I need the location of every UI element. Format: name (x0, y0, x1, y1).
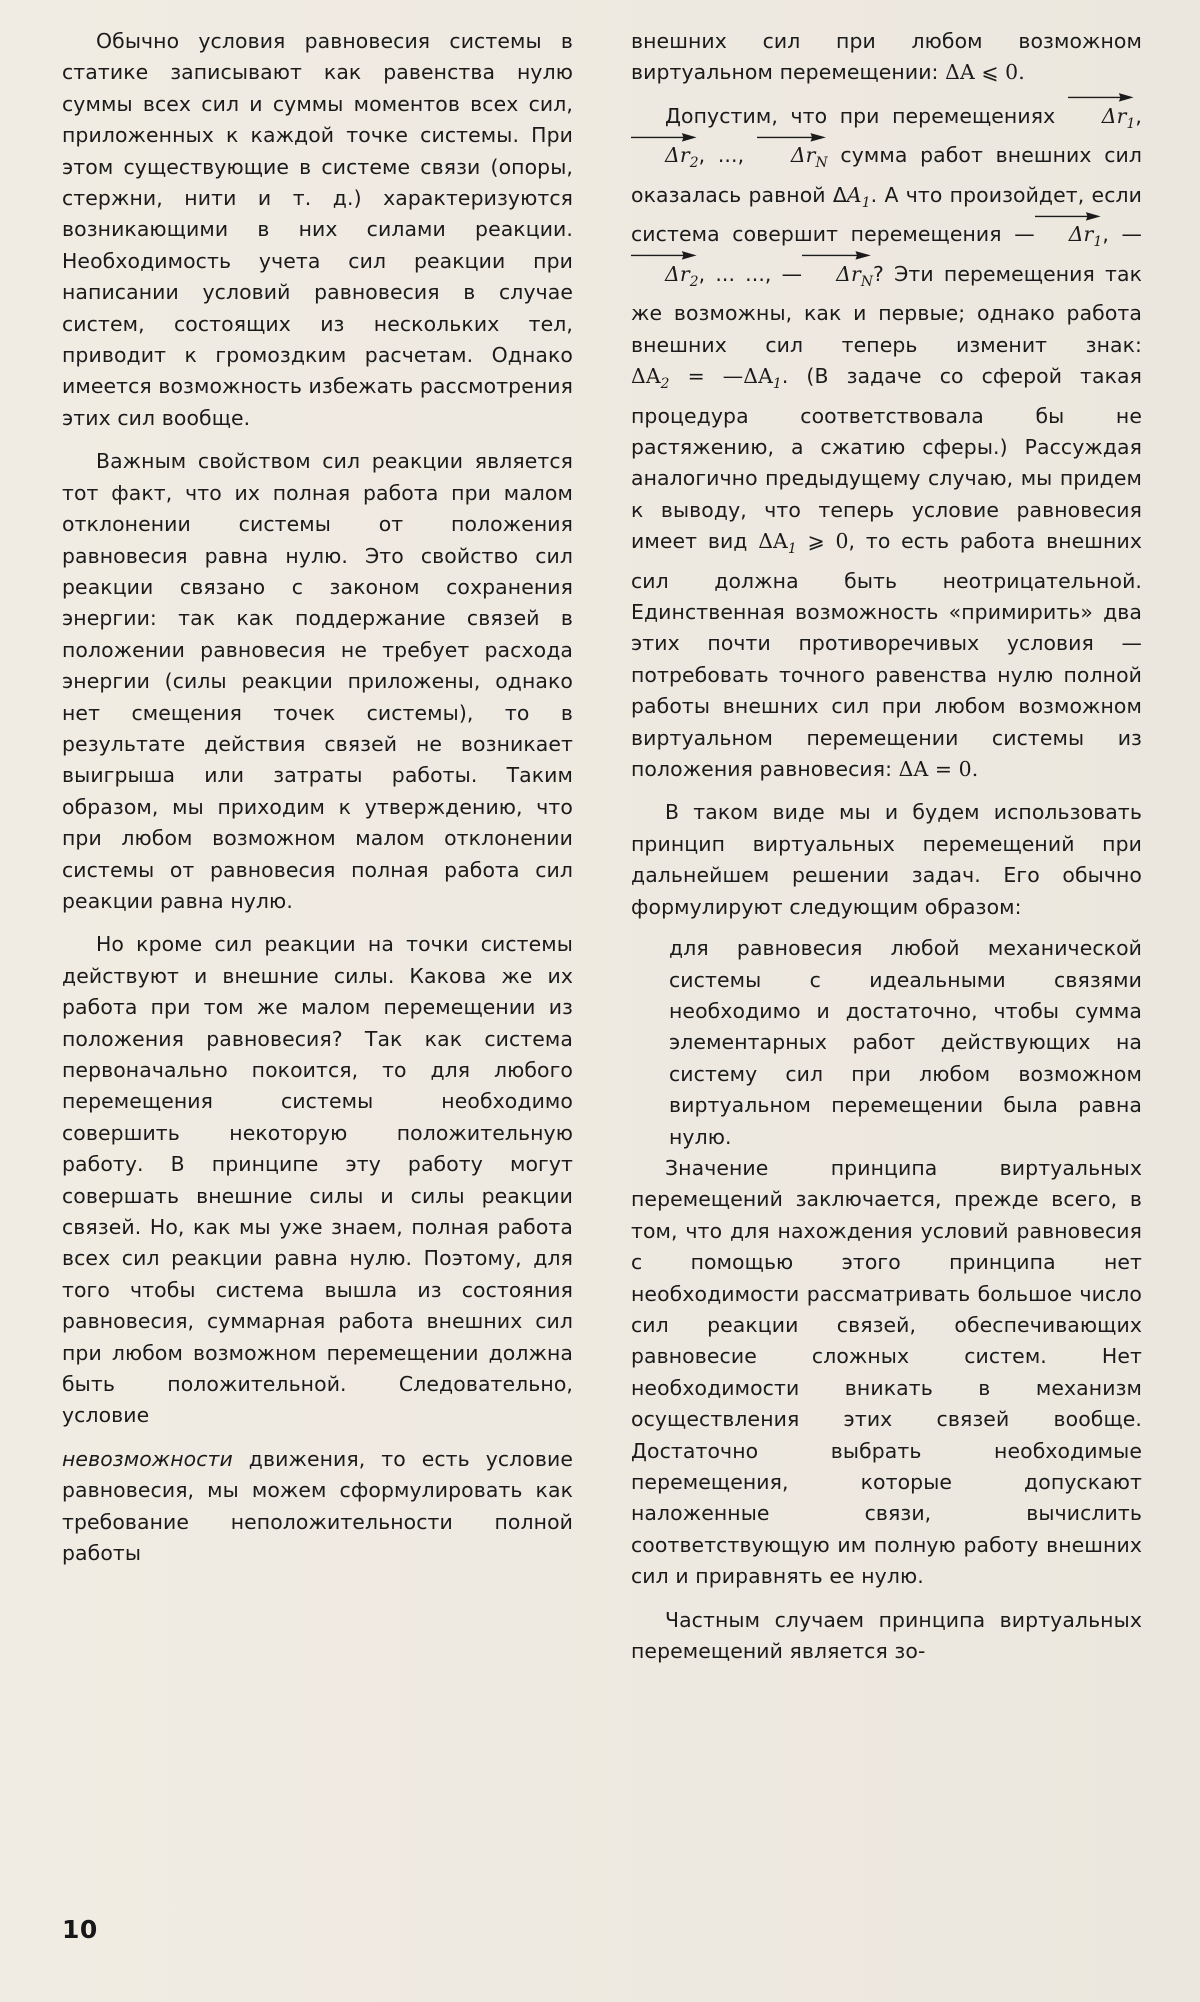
formula-subscript: 2 (660, 376, 670, 393)
paragraph-continued (631, 26, 1142, 89)
text-run: ? Эти перемещения так же возможны, как и первые; однако работа внешних сил теперь изменит знак: (631, 261, 1142, 357)
vector-arrow-icon (757, 130, 826, 141)
vector-symbol: Δr (790, 143, 816, 168)
paragraph: Значение принципа виртуальных перемещений заключается, прежде всего, в том, что для нахождения условий равновесия с помощью этого принципа нет необходимости рассматривать большое число сил реакции связей, обеспечивающих равновесие сложных систем. Нет необходимости вникать в механизм осуществления этих связей вообще. Достаточно выбрать необходимые перемещения, которые допускают наложенные связи, вычислить соответствующую им полную работу внешних сил и приравнять ее нулю. (631, 1155, 1142, 1589)
left-column (62, 26, 573, 1667)
vector-delta-r-n (757, 140, 828, 179)
formula-part: ⩾ 0 (796, 529, 849, 554)
text-run: Допустим, что при перемещениях (665, 103, 1068, 128)
vector-symbol: Δr (1068, 222, 1094, 247)
formula-delta-a-eq-zero: ΔA = 0. (898, 757, 979, 782)
vector-neg-delta-r-2 (631, 259, 699, 298)
paragraph: Но кроме сил реакции на точки системы действуют и внешние силы. Какова же их работа при том же малом перемещении из положения равновесия? Так как система первоначально покоится, то для любого перемещения системы необходимо совершить некоторую положительную работу. В принципе эту работу могут совершать внешние силы и силы реакции связей. Но, как мы уже знаем, полная работа всех сил реакции равна нулю. Поэтому, для того чтобы система вышла из состояния равновесия, суммарная работа внешних сил при любом возможном перемещении должна быть положительной. Следовательно, условие (62, 932, 573, 1428)
vector-symbol: Δr (665, 143, 690, 168)
principle-statement: для равновесия любой механической системы с идеальными связями необходимо и достаточно, чтобы сумма элементарных работ действующих на систему сил при любом возможном виртуальном перемещении была равна нулю. (669, 936, 1142, 1149)
vector-arrow-icon (631, 248, 697, 259)
vector-subscript: 1 (1126, 115, 1136, 132)
vector-arrow-icon (802, 248, 871, 259)
vector-arrow-icon (631, 130, 697, 141)
text-run: . А что произойдет, если система совершит перемещения — (631, 182, 1143, 247)
text-run: , ... ..., — (698, 261, 803, 286)
text-run: , то есть работа внешних сил должна быть неотрицательной. Единственная возможность «примирить» два этих почти противоречивых условия — потребовать точного равенства нулю полной работы внешних сил при любом возможном виртуальном перемещении системы из положения равновесия: (631, 529, 1142, 782)
paragraph-with-italic (62, 1444, 573, 1570)
vector-delta-r-1 (1068, 101, 1136, 140)
text-run: , ..., (698, 143, 757, 168)
vector-neg-delta-r-n (802, 259, 873, 298)
formula-delta-a2 (631, 364, 782, 393)
paragraph-text: внешних сил при любом возможном виртуальном перемещении: (631, 29, 1142, 85)
paragraph: Важным свойством сил реакции является тот факт, что их полная работа при малом отклонении системы от положения равновесия равна нулю. Это свойство сил реакции связано с законом сохранения энергии: так как поддержание связей в положении равновесия не требует расхода энергии (силы реакции приложены, однако нет смещения точек системы), то в результате действия связей не возникает выигрыша или затраты работы. Таким образом, мы приходим к утверждению, что при любом возможном малом отклонении системы от равновесия полная работа сил реакции равна нулю. (62, 449, 573, 913)
vector-symbol: Δr (665, 261, 690, 286)
text-run: , — (1102, 222, 1142, 247)
vector-arrow-icon (1035, 209, 1101, 220)
formula-delta-a-le-zero: ΔA ⩽ 0. (945, 60, 1025, 85)
text-run: . (В задаче со сферой такая процедура соответствовала бы не растяжению, а сжатию сферы.) Рассуждая аналогично предыдущему случаю, мы придем к выводу, что теперь условие равновесия имеет вид (631, 364, 1142, 554)
paragraph-tail: движения, то есть условие равновесия, мы можем сформулировать как требование неположительности полной работы (62, 1446, 573, 1566)
italic-term: невозможности (62, 1446, 233, 1471)
symbol-a: A (846, 182, 862, 207)
formula-part: ΔA (758, 529, 788, 554)
right-column (631, 26, 1142, 1667)
formula-part: = —ΔA (669, 364, 773, 389)
paragraph: Частным случаем принципа виртуальных перемещений является зо- (631, 1607, 1142, 1664)
vector-subscript: 2 (689, 155, 699, 172)
vector-arrow-icon (1068, 90, 1134, 101)
vector-subscript: 1 (1093, 234, 1103, 251)
vector-delta-r-2 (631, 140, 699, 179)
paragraph: Обычно условия равновесия системы в статике записывают как равенства нулю суммы всех сил и суммы моментов всех сил, приложенных к каждой точке системы. При этом существующие в системе связи (опоры, стержни, нити и т. д.) характеризуются возникающими в них силами реакции. Необходимость учета сил реакции при написании условий равновесия в случае систем, состоящих из нескольких тел, приводит к громоздким расчетам. Однако имеется возможность избежать рассмотрения этих сил вообще. (62, 29, 574, 430)
vector-symbol: Δr (1101, 103, 1127, 128)
paragraph-with-vectors (631, 101, 1142, 786)
vector-neg-delta-r-1 (1035, 219, 1103, 258)
page-number: 10 (62, 1915, 98, 1944)
formula-subscript: 1 (787, 541, 797, 558)
text-run: сумма работ внешних сил оказалась равной Δ (631, 143, 1142, 207)
formula-part: ΔA (631, 364, 661, 389)
formula-delta-a1-ge-zero (758, 529, 849, 558)
principle-statement-block (631, 933, 1142, 1153)
vector-symbol: Δr (836, 261, 861, 286)
text-columns (62, 26, 1142, 1667)
vector-subscript: N (815, 155, 828, 172)
vector-subscript: 2 (689, 273, 699, 290)
text-run: , (1135, 103, 1142, 128)
paragraph: В таком виде мы и будем использовать принцип виртуальных перемещений при дальнейшем решении задач. Его обычно формулируют следующим образом: (631, 800, 1142, 919)
symbol-subscript: 1 (861, 194, 871, 211)
vector-subscript: N (860, 273, 874, 290)
formula-subscript: 1 (772, 376, 782, 393)
